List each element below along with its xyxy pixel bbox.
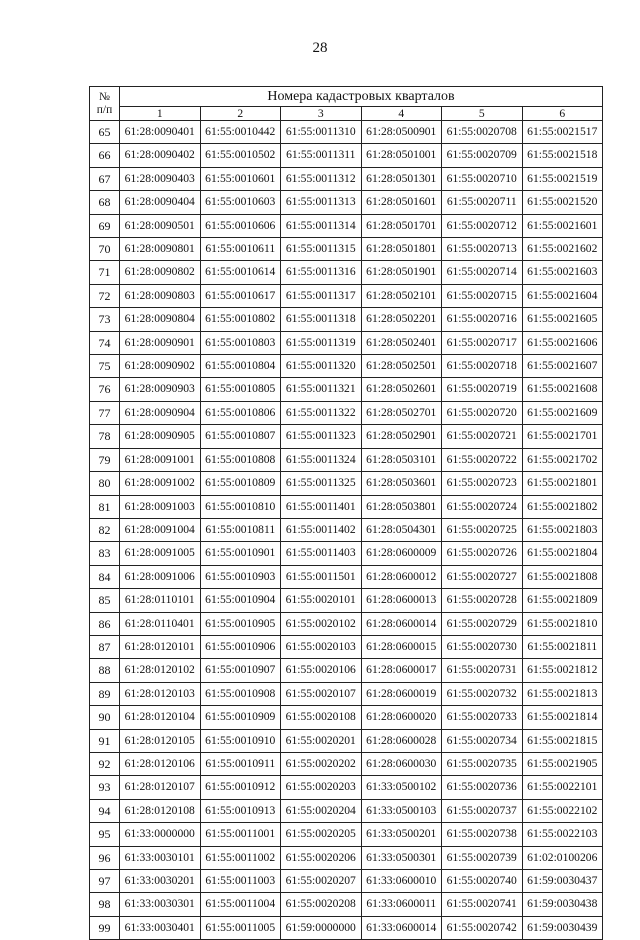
cadastral-number-cell: 61:33:0600011 (361, 893, 442, 916)
cadastral-number-cell: 61:28:0600019 (361, 682, 442, 705)
row-number-cell: 96 (90, 846, 120, 869)
cadastral-number-cell: 61:55:0021601 (522, 214, 603, 237)
cadastral-number-cell: 61:55:0010806 (200, 401, 281, 424)
cadastral-number-cell: 61:55:0011315 (281, 238, 362, 261)
cadastral-number-cell: 61:28:0600030 (361, 752, 442, 775)
cadastral-number-cell: 61:55:0010617 (200, 284, 281, 307)
cadastral-number-cell: 61:55:0020103 (281, 635, 362, 658)
table-row (90, 846, 603, 869)
cadastral-number-cell: 61:28:0600014 (361, 612, 442, 635)
row-number-cell: 72 (90, 284, 120, 307)
table-row (90, 355, 603, 378)
cadastral-number-cell: 61:28:0090403 (120, 167, 201, 190)
table-row (90, 308, 603, 331)
table-row (90, 565, 603, 588)
cadastral-number-cell: 61:55:0020721 (442, 425, 523, 448)
cadastral-number-cell: 61:55:0020728 (442, 589, 523, 612)
cadastral-number-cell: 61:55:0020202 (281, 752, 362, 775)
cadastral-number-cell: 61:55:0021804 (522, 542, 603, 565)
cadastral-number-cell: 61:55:0021803 (522, 518, 603, 541)
cadastral-number-cell: 61:55:0020731 (442, 659, 523, 682)
cadastral-number-cell: 61:55:0020720 (442, 401, 523, 424)
cadastral-number-cell: 61:55:0011320 (281, 355, 362, 378)
cadastral-number-cell: 61:55:0010804 (200, 355, 281, 378)
cadastral-number-cell: 61:55:0021814 (522, 706, 603, 729)
column-number-1: 1 (120, 107, 201, 121)
cadastral-number-cell: 61:55:0011005 (200, 916, 281, 939)
cadastral-number-cell: 61:55:0010909 (200, 706, 281, 729)
cadastral-number-cell: 61:28:0502501 (361, 355, 442, 378)
row-number-cell: 70 (90, 238, 120, 261)
column-number-4: 4 (361, 107, 442, 121)
cadastral-number-cell: 61:55:0020722 (442, 448, 523, 471)
cadastral-number-cell: 61:28:0090801 (120, 238, 201, 261)
cadastral-number-cell: 61:55:0011313 (281, 191, 362, 214)
row-number-header-line2: п/п (96, 103, 113, 116)
cadastral-number-cell: 61:33:0600010 (361, 870, 442, 893)
cadastral-number-cell: 61:55:0020716 (442, 308, 523, 331)
cadastral-number-cell: 61:55:0020736 (442, 776, 523, 799)
cadastral-number-cell: 61:33:0030401 (120, 916, 201, 939)
row-number-cell: 89 (90, 682, 120, 705)
cadastral-number-cell: 61:28:0090905 (120, 425, 201, 448)
cadastral-number-cell: 61:28:0091005 (120, 542, 201, 565)
column-number-2: 2 (200, 107, 281, 121)
cadastral-number-cell: 61:55:0020725 (442, 518, 523, 541)
cadastral-number-cell: 61:55:0010502 (200, 144, 281, 167)
cadastral-number-cell: 61:55:0021607 (522, 355, 603, 378)
cadastral-number-cell: 61:28:0090802 (120, 261, 201, 284)
cadastral-number-cell: 61:55:0022103 (522, 823, 603, 846)
cadastral-number-cell: 61:55:0020208 (281, 893, 362, 916)
cadastral-number-cell: 61:55:0020741 (442, 893, 523, 916)
cadastral-number-cell: 61:55:0021810 (522, 612, 603, 635)
cadastral-number-cell: 61:28:0503601 (361, 472, 442, 495)
cadastral-number-cell: 61:55:0021520 (522, 191, 603, 214)
cadastral-number-cell: 61:55:0010811 (200, 518, 281, 541)
cadastral-number-cell: 61:55:0010603 (200, 191, 281, 214)
cadastral-number-cell: 61:55:0011324 (281, 448, 362, 471)
cadastral-number-cell: 61:28:0120104 (120, 706, 201, 729)
row-number-cell: 80 (90, 472, 120, 495)
table-row (90, 589, 603, 612)
cadastral-number-cell: 61:55:0021605 (522, 308, 603, 331)
cadastral-number-cell: 61:55:0010807 (200, 425, 281, 448)
table-row (90, 495, 603, 518)
cadastral-number-cell: 61:55:0010904 (200, 589, 281, 612)
cadastral-number-cell: 61:55:0021702 (522, 448, 603, 471)
row-number-header-line1: № (99, 90, 110, 103)
cadastral-number-cell: 61:55:0010905 (200, 612, 281, 635)
cadastral-number-cell: 61:28:0600020 (361, 706, 442, 729)
table-row (90, 659, 603, 682)
cadastral-number-cell: 61:55:0010808 (200, 448, 281, 471)
cadastral-number-cell: 61:55:0020734 (442, 729, 523, 752)
cadastral-number-cell: 61:55:0010913 (200, 799, 281, 822)
table-row (90, 682, 603, 705)
cadastral-number-cell: 61:55:0021811 (522, 635, 603, 658)
column-number-3: 3 (281, 107, 362, 121)
cadastral-number-cell: 61:55:0020733 (442, 706, 523, 729)
table-row (90, 542, 603, 565)
cadastral-number-cell: 61:55:0020710 (442, 167, 523, 190)
row-number-cell: 86 (90, 612, 120, 635)
cadastral-number-cell: 61:55:0020709 (442, 144, 523, 167)
row-number-cell: 74 (90, 331, 120, 354)
cadastral-number-cell: 61:28:0504301 (361, 518, 442, 541)
cadastral-number-cell: 61:28:0501701 (361, 214, 442, 237)
row-number-cell: 76 (90, 378, 120, 401)
cadastral-number-cell: 61:55:0021701 (522, 425, 603, 448)
cadastral-number-cell: 61:55:0011314 (281, 214, 362, 237)
cadastral-number-cell: 61:28:0090903 (120, 378, 201, 401)
cadastral-number-cell: 61:28:0501801 (361, 238, 442, 261)
cadastral-number-cell: 61:28:0110101 (120, 589, 201, 612)
cadastral-number-cell: 61:55:0020729 (442, 612, 523, 635)
cadastral-number-cell: 61:28:0600012 (361, 565, 442, 588)
cadastral-number-cell: 61:55:0010901 (200, 542, 281, 565)
cadastral-number-cell: 61:55:0010910 (200, 729, 281, 752)
cadastral-number-cell: 61:28:0502401 (361, 331, 442, 354)
cadastral-number-cell: 61:28:0120108 (120, 799, 201, 822)
cadastral-number-cell: 61:55:0020723 (442, 472, 523, 495)
cadastral-number-cell: 61:59:0000000 (281, 916, 362, 939)
cadastral-number-cell: 61:55:0010911 (200, 752, 281, 775)
cadastral-number-cell: 61:55:0021813 (522, 682, 603, 705)
cadastral-number-cell: 61:55:0011322 (281, 401, 362, 424)
row-number-cell: 99 (90, 916, 120, 939)
cadastral-number-cell: 61:28:0120105 (120, 729, 201, 752)
cadastral-number-cell: 61:28:0501301 (361, 167, 442, 190)
table-row (90, 916, 603, 939)
cadastral-number-cell: 61:28:0120102 (120, 659, 201, 682)
cadastral-number-cell: 61:55:0010810 (200, 495, 281, 518)
cadastral-number-cell: 61:55:0020102 (281, 612, 362, 635)
cadastral-number-cell: 61:55:0020206 (281, 846, 362, 869)
cadastral-number-cell: 61:55:0020718 (442, 355, 523, 378)
cadastral-number-cell: 61:55:0010907 (200, 659, 281, 682)
row-number-cell: 69 (90, 214, 120, 237)
cadastral-number-cell: 61:28:0501001 (361, 144, 442, 167)
cadastral-number-cell: 61:33:0500301 (361, 846, 442, 869)
cadastral-number-cell: 61:55:0021609 (522, 401, 603, 424)
cadastral-number-cell: 61:33:0030201 (120, 870, 201, 893)
cadastral-number-cell: 61:28:0091002 (120, 472, 201, 495)
cadastral-number-cell: 61:55:0010903 (200, 565, 281, 588)
table-row (90, 238, 603, 261)
row-number-cell: 75 (90, 355, 120, 378)
table-row (90, 870, 603, 893)
cadastral-number-cell: 61:55:0011002 (200, 846, 281, 869)
cadastral-number-cell: 61:28:0600017 (361, 659, 442, 682)
table-row (90, 472, 603, 495)
cadastral-number-cell: 61:55:0011310 (281, 121, 362, 144)
cadastral-number-cell: 61:33:0500102 (361, 776, 442, 799)
cadastral-number-cell: 61:55:0020714 (442, 261, 523, 284)
cadastral-number-cell: 61:55:0021608 (522, 378, 603, 401)
cadastral-number-cell: 61:28:0091001 (120, 448, 201, 471)
table-row (90, 331, 603, 354)
cadastral-number-cell: 61:55:0011501 (281, 565, 362, 588)
cadastral-number-cell: 61:28:0600015 (361, 635, 442, 658)
cadastral-number-cell: 61:28:0600013 (361, 589, 442, 612)
row-number-cell: 78 (90, 425, 120, 448)
cadastral-number-cell: 61:55:0022101 (522, 776, 603, 799)
table-body (90, 121, 603, 940)
cadastral-number-cell: 61:55:0020207 (281, 870, 362, 893)
cadastral-number-cell: 61:28:0120106 (120, 752, 201, 775)
cadastral-number-cell: 61:55:0010803 (200, 331, 281, 354)
cadastral-number-cell: 61:55:0010802 (200, 308, 281, 331)
cadastral-number-cell: 61:28:0503801 (361, 495, 442, 518)
table-row (90, 799, 603, 822)
cadastral-number-cell: 61:55:0021808 (522, 565, 603, 588)
cadastral-number-cell: 61:28:0502101 (361, 284, 442, 307)
cadastral-number-cell: 61:55:0020203 (281, 776, 362, 799)
cadastral-number-cell: 61:55:0020740 (442, 870, 523, 893)
cadastral-number-cell: 61:33:0000000 (120, 823, 201, 846)
table-header (90, 87, 603, 121)
group-title-header: Номера кадастровых кварталов (120, 87, 603, 107)
table-row (90, 729, 603, 752)
row-number-cell: 81 (90, 495, 120, 518)
cadastral-number-cell: 61:28:0090404 (120, 191, 201, 214)
cadastral-number-cell: 61:55:0020107 (281, 682, 362, 705)
row-number-cell: 68 (90, 191, 120, 214)
cadastral-number-cell: 61:55:0020739 (442, 846, 523, 869)
row-number-cell: 66 (90, 144, 120, 167)
cadastral-number-cell: 61:55:0011317 (281, 284, 362, 307)
row-number-cell: 97 (90, 870, 120, 893)
cadastral-number-cell: 61:55:0020717 (442, 331, 523, 354)
cadastral-number-cell: 61:55:0020735 (442, 752, 523, 775)
table-row (90, 284, 603, 307)
cadastral-number-cell: 61:55:0020713 (442, 238, 523, 261)
cadastral-number-cell: 61:55:0020708 (442, 121, 523, 144)
cadastral-number-cell: 61:28:0502601 (361, 378, 442, 401)
cadastral-number-cell: 61:55:0020715 (442, 284, 523, 307)
cadastral-number-cell: 61:55:0020101 (281, 589, 362, 612)
table-row (90, 706, 603, 729)
cadastral-number-cell: 61:55:0020727 (442, 565, 523, 588)
cadastral-number-cell: 61:55:0021518 (522, 144, 603, 167)
cadastral-number-cell: 61:55:0011312 (281, 167, 362, 190)
table-row (90, 191, 603, 214)
row-number-cell: 95 (90, 823, 120, 846)
cadastral-number-cell: 61:28:0091003 (120, 495, 201, 518)
cadastral-number-cell: 61:55:0011318 (281, 308, 362, 331)
cadastral-number-cell: 61:55:0021517 (522, 121, 603, 144)
cadastral-quarters-table (89, 86, 603, 940)
cadastral-number-cell: 61:28:0090803 (120, 284, 201, 307)
cadastral-number-cell: 61:28:0120103 (120, 682, 201, 705)
row-number-cell: 88 (90, 659, 120, 682)
cadastral-number-cell: 61:28:0502201 (361, 308, 442, 331)
cadastral-number-cell: 61:55:0020724 (442, 495, 523, 518)
row-number-cell: 77 (90, 401, 120, 424)
cadastral-number-cell: 61:28:0600009 (361, 542, 442, 565)
cadastral-number-cell: 61:55:0020108 (281, 706, 362, 729)
cadastral-number-cell: 61:55:0010614 (200, 261, 281, 284)
cadastral-number-cell: 61:55:0020738 (442, 823, 523, 846)
table-row (90, 823, 603, 846)
page-number: 28 (312, 40, 328, 56)
row-number-header (90, 87, 120, 121)
cadastral-number-cell: 61:55:0021519 (522, 167, 603, 190)
table-row (90, 893, 603, 916)
row-number-cell: 92 (90, 752, 120, 775)
cadastral-number-cell: 61:55:0010906 (200, 635, 281, 658)
table-row (90, 635, 603, 658)
cadastral-number-cell: 61:28:0502901 (361, 425, 442, 448)
cadastral-number-cell: 61:55:0011003 (200, 870, 281, 893)
cadastral-number-cell: 61:59:0030437 (522, 870, 603, 893)
row-number-cell: 90 (90, 706, 120, 729)
cadastral-number-cell: 61:55:0020719 (442, 378, 523, 401)
row-number-cell: 87 (90, 635, 120, 658)
cadastral-number-cell: 61:33:0500103 (361, 799, 442, 822)
cadastral-number-cell: 61:55:0021603 (522, 261, 603, 284)
row-number-cell: 65 (90, 121, 120, 144)
table-row (90, 448, 603, 471)
table-row (90, 144, 603, 167)
cadastral-number-cell: 61:55:0020205 (281, 823, 362, 846)
table-row (90, 752, 603, 775)
cadastral-number-cell: 61:33:0030101 (120, 846, 201, 869)
cadastral-number-cell: 61:55:0010809 (200, 472, 281, 495)
row-number-cell: 67 (90, 167, 120, 190)
row-number-cell: 83 (90, 542, 120, 565)
cadastral-number-cell: 61:55:0022102 (522, 799, 603, 822)
cadastral-number-cell: 61:28:0120107 (120, 776, 201, 799)
cadastral-number-cell: 61:55:0021802 (522, 495, 603, 518)
cadastral-number-cell: 61:55:0020742 (442, 916, 523, 939)
cadastral-number-cell: 61:28:0090804 (120, 308, 201, 331)
cadastral-number-cell: 61:33:0030301 (120, 893, 201, 916)
cadastral-number-cell: 61:55:0010805 (200, 378, 281, 401)
cadastral-number-cell: 61:33:0600014 (361, 916, 442, 939)
cadastral-number-cell: 61:55:0020201 (281, 729, 362, 752)
column-number-row (90, 107, 603, 121)
cadastral-number-cell: 61:28:0090904 (120, 401, 201, 424)
cadastral-number-cell: 61:28:0502701 (361, 401, 442, 424)
column-number-5: 5 (442, 107, 523, 121)
cadastral-number-cell: 61:28:0503101 (361, 448, 442, 471)
table-row (90, 378, 603, 401)
cadastral-number-cell: 61:55:0020712 (442, 214, 523, 237)
row-number-cell: 98 (90, 893, 120, 916)
cadastral-number-cell: 61:55:0021606 (522, 331, 603, 354)
cadastral-number-cell: 61:28:0091006 (120, 565, 201, 588)
cadastral-number-cell: 61:28:0091004 (120, 518, 201, 541)
cadastral-number-cell: 61:59:0030439 (522, 916, 603, 939)
row-number-cell: 82 (90, 518, 120, 541)
cadastral-number-cell: 61:55:0020730 (442, 635, 523, 658)
cadastral-number-cell: 61:55:0010601 (200, 167, 281, 190)
cadastral-number-cell: 61:28:0501601 (361, 191, 442, 214)
row-number-cell: 71 (90, 261, 120, 284)
table-row (90, 518, 603, 541)
cadastral-number-cell: 61:33:0500201 (361, 823, 442, 846)
cadastral-number-cell: 61:55:0011316 (281, 261, 362, 284)
cadastral-number-cell: 61:59:0030438 (522, 893, 603, 916)
cadastral-number-cell: 61:28:0090402 (120, 144, 201, 167)
cadastral-number-cell: 61:55:0011401 (281, 495, 362, 518)
cadastral-number-cell: 61:55:0021604 (522, 284, 603, 307)
cadastral-number-cell: 61:55:0020732 (442, 682, 523, 705)
row-number-cell: 84 (90, 565, 120, 588)
row-number-cell: 93 (90, 776, 120, 799)
cadastral-number-cell: 61:28:0500901 (361, 121, 442, 144)
cadastral-number-cell: 61:55:0010442 (200, 121, 281, 144)
table-row (90, 425, 603, 448)
table-row (90, 401, 603, 424)
cadastral-number-cell: 61:55:0021905 (522, 752, 603, 775)
table-row (90, 261, 603, 284)
cadastral-number-cell: 61:55:0010606 (200, 214, 281, 237)
row-number-cell: 79 (90, 448, 120, 471)
cadastral-number-cell: 61:55:0011323 (281, 425, 362, 448)
cadastral-number-cell: 61:55:0011403 (281, 542, 362, 565)
cadastral-number-cell: 61:28:0090901 (120, 331, 201, 354)
table-row (90, 121, 603, 144)
table-row (90, 776, 603, 799)
cadastral-number-cell: 61:02:0100206 (522, 846, 603, 869)
cadastral-number-cell: 61:55:0021815 (522, 729, 603, 752)
cadastral-number-cell: 61:55:0020711 (442, 191, 523, 214)
cadastral-number-cell: 61:28:0090401 (120, 121, 201, 144)
table-row (90, 214, 603, 237)
cadastral-number-cell: 61:55:0011321 (281, 378, 362, 401)
cadastral-number-cell: 61:55:0011001 (200, 823, 281, 846)
cadastral-number-cell: 61:55:0021809 (522, 589, 603, 612)
table-row (90, 612, 603, 635)
cadastral-number-cell: 61:55:0020726 (442, 542, 523, 565)
column-number-6: 6 (522, 107, 603, 121)
cadastral-number-cell: 61:55:0011311 (281, 144, 362, 167)
cadastral-number-cell: 61:55:0011319 (281, 331, 362, 354)
cadastral-number-cell: 61:28:0600028 (361, 729, 442, 752)
cadastral-number-cell: 61:55:0020737 (442, 799, 523, 822)
row-number-cell: 73 (90, 308, 120, 331)
cadastral-number-cell: 61:55:0021801 (522, 472, 603, 495)
cadastral-number-cell: 61:55:0010912 (200, 776, 281, 799)
cadastral-number-cell: 61:55:0021812 (522, 659, 603, 682)
cadastral-number-cell: 61:28:0090501 (120, 214, 201, 237)
row-number-cell: 94 (90, 799, 120, 822)
cadastral-number-cell: 61:28:0110401 (120, 612, 201, 635)
cadastral-number-cell: 61:55:0010611 (200, 238, 281, 261)
row-number-cell: 85 (90, 589, 120, 612)
cadastral-number-cell: 61:55:0011004 (200, 893, 281, 916)
cadastral-number-cell: 61:28:0501901 (361, 261, 442, 284)
row-number-cell: 91 (90, 729, 120, 752)
cadastral-number-cell: 61:55:0021602 (522, 238, 603, 261)
cadastral-number-cell: 61:28:0090902 (120, 355, 201, 378)
cadastral-number-cell: 61:55:0020204 (281, 799, 362, 822)
table-row (90, 167, 603, 190)
cadastral-number-cell: 61:55:0011325 (281, 472, 362, 495)
cadastral-number-cell: 61:55:0020106 (281, 659, 362, 682)
cadastral-number-cell: 61:55:0010908 (200, 682, 281, 705)
cadastral-number-cell: 61:55:0011402 (281, 518, 362, 541)
cadastral-number-cell: 61:28:0120101 (120, 635, 201, 658)
